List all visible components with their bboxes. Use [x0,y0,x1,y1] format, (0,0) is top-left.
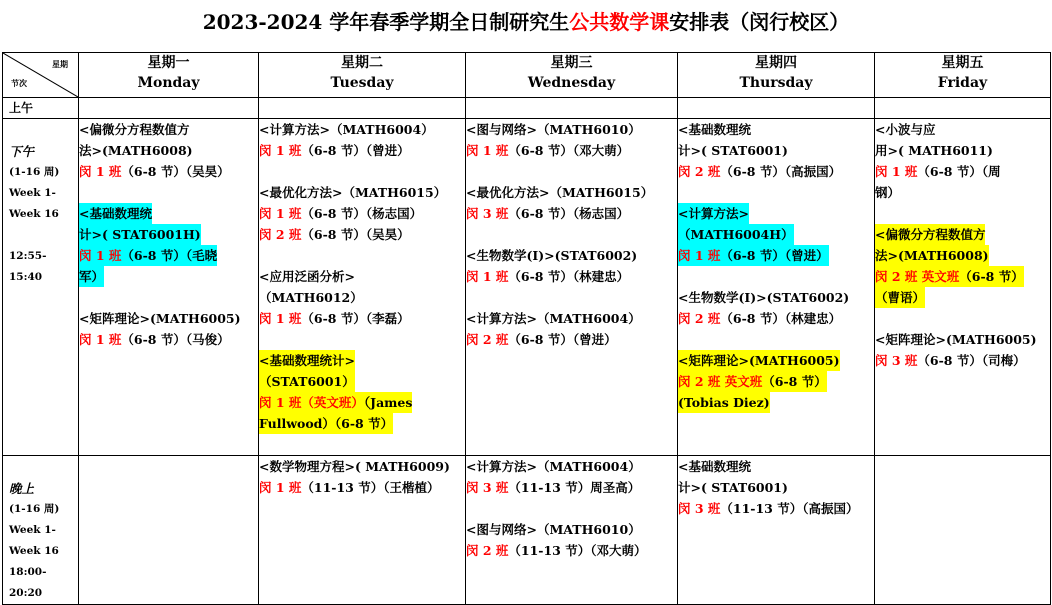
course-entry [875,224,1050,308]
course-title: <最优化方法>（MATH6015） [259,185,447,200]
morning-tue [259,98,466,119]
header-corner [3,53,79,98]
course-title: <计算方法>（MATH6004） [259,122,434,137]
class-detail: （6-8 节）（司梅） [917,353,1026,368]
class-section: 闵 1 班 [466,143,509,158]
class-detail: （6-8 节）（邓大萌） [508,143,630,158]
day-cn: 星期二 [341,55,383,71]
schedule-table [2,52,1051,605]
morning-label-cell [3,98,79,119]
evening-label: 晚上 [9,481,35,496]
class-detail: （6-8 节）（曾进） [720,248,829,263]
class-section: 闵 2 班 [678,164,721,179]
class-detail: （6-8 节）（李磊） [301,311,410,326]
class-detail: （11-13 节）（邓大萌） [508,543,647,558]
header-wednesday [466,53,678,98]
day-cn: 星期一 [147,55,190,71]
header-tuesday [259,53,466,98]
class-section: 闵 1 班 [79,164,122,179]
afternoon-weeks: (1-16 周) [9,166,60,178]
course-line: 军） [79,266,104,287]
evening-tue [259,456,466,605]
class-section: 闵 3 班 [678,501,721,516]
class-detail: （6-8 节）（林建忠） [508,269,630,284]
class-section: 闵 1 班 [678,248,721,263]
course-title: <基础数理统 [678,459,751,474]
morning-thu [678,98,875,119]
class-detail: （6-8 节）（曾进） [508,332,617,347]
title-highlight: 公共数学课 [569,10,670,34]
course-entry [466,245,677,287]
afternoon-mon [79,119,259,456]
course-entry [875,119,1050,203]
course-line: (Tobias Diez) [678,392,770,413]
evening-row [3,456,1051,605]
course-line: （MATH6004H） [678,224,794,245]
course-title: <最优化方法>（MATH6015） [466,185,654,200]
course-title: <数学物理方程>( MATH6009) [259,459,450,474]
class-detail: （6-8 节）（吴昊） [301,227,410,242]
class-detail: （6-8 节）（杨志国） [508,206,630,221]
class-section: 闵 2 班 英文班 [678,374,763,389]
afternoon-fri [875,119,1051,456]
course-line: （MATH6012） [259,290,363,305]
class-section: 闵 2 班 [466,332,509,347]
course-line: 法>(MATH6008) [875,245,989,266]
course-title: <小波与应 [875,122,936,137]
evening-thu [678,456,875,605]
day-en: Monday [137,75,200,91]
course-entry [678,119,874,182]
corner-period-label: 节次 [11,78,27,88]
afternoon-tue [259,119,466,456]
header-friday [875,53,1051,98]
class-section: 闵 1 班 [259,143,302,158]
course-entry [678,456,874,519]
afternoon-row [3,119,1051,456]
course-title: <矩阵理论>(MATH6005) [79,311,241,326]
class-section: 闵 1 班（英文班） [259,395,364,410]
class-detail: （6-8 节）（杨志国） [301,206,423,221]
course-entry [79,308,258,350]
course-entry [678,287,874,329]
class-section: 闵 2 班 [259,227,302,242]
course-line: 计>( STAT6001) [678,480,788,495]
class-section: 闵 1 班 [466,269,509,284]
class-detail: （6-8 节）（毛晓 [121,248,218,263]
course-entry [79,119,258,182]
morning-fri [875,98,1051,119]
morning-mon [79,98,259,119]
day-en: Thursday [739,75,813,91]
course-entry [466,519,677,561]
evening-week-end: Week 16 [9,545,59,557]
class-section: 闵 3 班 [875,353,918,368]
course-title: <计算方法>（MATH6004） [466,459,641,474]
course-entry [259,182,465,245]
class-section: 闵 2 班 [466,543,509,558]
header-row [3,53,1051,98]
course-entry [79,203,258,287]
title-part1: 2023-2024 学年春季学期全日制研究生 [202,10,570,34]
course-line: 计>( STAT6001H) [79,224,201,245]
class-detail: （6-8 节）（马俊） [121,332,230,347]
course-title: <基础数理统计> [259,350,355,371]
afternoon-wed [466,119,678,456]
evening-mon [79,456,259,605]
course-line: 法>(MATH6008) [79,143,193,158]
day-cn: 星期三 [550,55,593,71]
evening-fri [875,456,1051,605]
evening-label-cell [3,456,79,605]
course-title: <生物数学(I)>(STAT6002) [678,290,850,305]
course-title: <计算方法>（MATH6004） [466,311,641,326]
class-detail: （6-8 节） [959,269,1024,284]
class-detail: （11-13 节）（王楷植） [301,480,440,495]
course-title: <图与网络>（MATH6010） [466,522,641,537]
course-title: <基础数理统 [79,203,152,224]
course-line: （曹语） [875,287,925,308]
class-detail: （6-8 节）（高振国） [720,164,842,179]
header-monday [79,53,259,98]
day-en: Wednesday [527,75,616,91]
page-title [0,4,1052,40]
course-entry [678,350,874,413]
class-detail: （6-8 节） [762,374,827,389]
class-section: 闵 1 班 [79,248,122,263]
class-section: 闵 3 班 [466,206,509,221]
course-entry [466,182,677,224]
course-entry [466,119,677,161]
class-section: 闵 1 班 [259,311,302,326]
course-title: <生物数学(I)>(STAT6002) [466,248,638,263]
day-en: Friday [937,75,988,91]
class-detail: （6-8 节）（周 [917,164,1001,179]
course-line: 钢） [875,185,901,200]
day-cn: 星期五 [941,55,984,71]
course-title: <矩阵理论>(MATH6005) [678,350,840,371]
afternoon-week-end: Week 16 [9,208,59,220]
class-section: 闵 3 班 [466,480,509,495]
day-cn: 星期四 [755,55,797,71]
evening-week-start: Week 1- [9,524,56,536]
afternoon-label: 下午 [9,144,35,159]
class-section: 闵 1 班 [259,206,302,221]
corner-weekday-label: 星期 [52,59,68,69]
evening-wed [466,456,678,605]
course-entry [678,203,874,266]
course-title: <偏微分方程数值方 [79,122,190,137]
evening-time: 18:00-20:20 [9,566,47,599]
course-title: <计算方法> [678,203,749,224]
afternoon-label-cell [3,119,79,456]
class-detail: （6-8 节）（吴昊） [121,164,230,179]
course-title: <偏微分方程数值方 [875,224,985,245]
course-title: <图与网络>（MATH6010） [466,122,641,137]
course-line: 用>( MATH6011) [875,143,993,158]
course-title: <应用泛函分析> [259,269,355,284]
day-en: Tuesday [330,75,394,91]
afternoon-week-start: Week 1- [9,187,56,199]
course-entry [259,350,465,434]
class-section: 闵 1 班 [259,480,302,495]
course-entry [259,266,465,329]
title-part2: 安排表（闵行校区） [669,10,850,34]
course-line: 计>( STAT6001) [678,143,788,158]
morning-label: 上午 [9,101,34,115]
morning-row [3,98,1051,119]
evening-weeks: (1-16 周) [9,503,60,515]
class-section: 闵 1 班 [79,332,122,347]
class-section: 闵 2 班 [678,311,721,326]
class-detail: （6-8 节）（林建忠） [720,311,842,326]
course-title: <基础数理统 [678,122,751,137]
afternoon-thu [678,119,875,456]
class-detail: （11-13 节）周圣高） [508,480,641,495]
course-entry [259,119,465,161]
class-detail: （James [363,395,413,410]
course-line: Fullwood）（6-8 节） [259,413,393,434]
course-entry [259,456,465,498]
class-detail: （11-13 节）（高振国） [720,501,859,516]
course-line: （STAT6001） [259,371,355,392]
header-thursday [678,53,875,98]
course-entry [875,329,1050,371]
class-section: 闵 2 班 英文班 [875,269,960,284]
course-title: <矩阵理论>(MATH6005) [875,332,1037,347]
class-section: 闵 1 班 [875,164,918,179]
course-entry [466,308,677,350]
course-entry [466,456,677,498]
class-detail: （6-8 节）（曾进） [301,143,410,158]
morning-wed [466,98,678,119]
afternoon-time: 12:55-15:40 [9,250,47,283]
